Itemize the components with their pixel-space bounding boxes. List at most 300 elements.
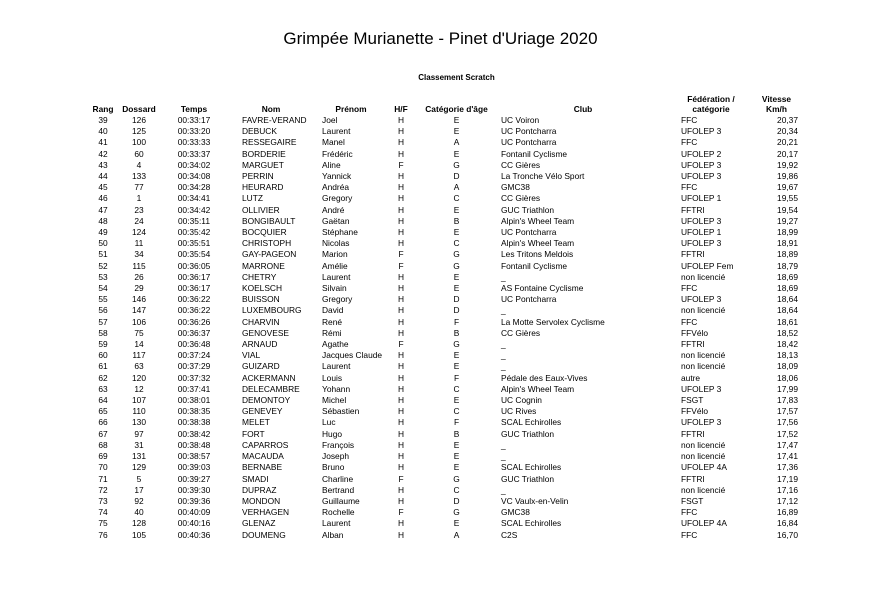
cell-prenom: Bruno bbox=[322, 462, 345, 473]
cell-dossard: 117 bbox=[132, 350, 146, 361]
cell-club: C2S bbox=[501, 529, 518, 540]
cell-rang: 48 bbox=[98, 215, 108, 226]
cell-temps: 00:36:26 bbox=[177, 316, 211, 327]
cell-club: UC Pontcharra bbox=[501, 137, 557, 148]
table-row bbox=[88, 261, 798, 272]
cell-categorie: G bbox=[453, 339, 460, 350]
cell-hf: H bbox=[397, 271, 405, 282]
cell-nom: FORT bbox=[242, 428, 265, 439]
cell-vitesse: 18,13 bbox=[777, 350, 798, 361]
table-row bbox=[88, 474, 798, 485]
cell-temps: 00:33:17 bbox=[177, 115, 211, 125]
cell-rang: 47 bbox=[98, 204, 108, 215]
cell-federation: FFC bbox=[681, 283, 698, 294]
cell-vitesse: 18,52 bbox=[777, 327, 798, 338]
cell-rang: 59 bbox=[98, 339, 108, 350]
cell-temps: 00:38:57 bbox=[177, 451, 211, 462]
table-row bbox=[88, 339, 798, 350]
cell-prenom: Yannick bbox=[322, 171, 352, 182]
cell-vitesse: 18,69 bbox=[777, 283, 798, 294]
cell-vitesse: 17,52 bbox=[777, 428, 798, 439]
cell-hf: H bbox=[397, 227, 405, 238]
cell-dossard: 110 bbox=[132, 406, 146, 417]
cell-prenom: David bbox=[322, 305, 344, 316]
cell-club: SCAL Echirolles bbox=[501, 462, 562, 473]
cell-club: La Tronche Vélo Sport bbox=[501, 171, 585, 182]
cell-temps: 00:37:24 bbox=[177, 350, 211, 361]
cell-nom: BUISSON bbox=[242, 294, 280, 305]
cell-dossard: 107 bbox=[132, 395, 146, 406]
cell-categorie: E bbox=[453, 518, 460, 529]
cell-dossard: 14 bbox=[134, 339, 144, 350]
cell-prenom: Gregory bbox=[322, 294, 353, 305]
cell-federation: UFOLEP 3 bbox=[681, 171, 722, 182]
cell-vitesse: 20,17 bbox=[777, 148, 798, 159]
cell-temps: 00:38:35 bbox=[177, 406, 211, 417]
cell-nom: CHETRY bbox=[242, 271, 277, 282]
cell-club: CC Gières bbox=[501, 193, 541, 204]
cell-temps: 00:40:36 bbox=[177, 529, 211, 540]
table-row bbox=[88, 272, 798, 283]
cell-club: UC Rives bbox=[501, 406, 537, 417]
table-row bbox=[88, 406, 798, 417]
cell-federation: UFOLEP 3 bbox=[681, 417, 722, 428]
cell-categorie: A bbox=[453, 529, 460, 540]
cell-vitesse: 19,92 bbox=[777, 159, 798, 170]
cell-prenom: Joseph bbox=[322, 451, 350, 462]
table-row bbox=[88, 507, 798, 518]
header-prenom: Prénom bbox=[335, 104, 367, 114]
table-row bbox=[88, 451, 798, 462]
cell-federation: non licencié bbox=[681, 439, 726, 450]
cell-temps: 00:34:41 bbox=[177, 193, 211, 204]
cell-temps: 00:33:20 bbox=[177, 126, 211, 137]
cell-nom: LUTZ bbox=[242, 193, 263, 204]
cell-dossard: 97 bbox=[134, 428, 144, 439]
cell-nom: LUXEMBOURG bbox=[242, 305, 302, 316]
table-row bbox=[88, 530, 798, 541]
cell-categorie: C bbox=[453, 484, 460, 495]
cell-rang: 61 bbox=[98, 361, 108, 372]
cell-rang: 72 bbox=[98, 484, 108, 495]
cell-dossard: 24 bbox=[134, 215, 144, 226]
cell-vitesse: 19,67 bbox=[777, 182, 798, 193]
cell-temps: 00:40:09 bbox=[177, 507, 211, 518]
cell-federation: FFTRI bbox=[681, 339, 705, 350]
cell-club: _ bbox=[501, 350, 506, 361]
cell-categorie: C bbox=[453, 406, 460, 417]
cell-dossard: 31 bbox=[134, 439, 144, 450]
cell-categorie: F bbox=[453, 417, 460, 428]
cell-hf: H bbox=[397, 238, 405, 249]
header-temps: Temps bbox=[180, 104, 208, 114]
table-row bbox=[88, 518, 798, 529]
cell-dossard: 77 bbox=[134, 182, 144, 193]
cell-club: GUC Triathlon bbox=[501, 473, 555, 484]
cell-temps: 00:35:42 bbox=[177, 227, 211, 238]
cell-club: Alpin's Wheel Team bbox=[501, 383, 575, 394]
cell-federation: UFOLEP 1 bbox=[681, 193, 722, 204]
cell-prenom: Andréa bbox=[322, 182, 350, 193]
cell-federation: FSGT bbox=[681, 395, 704, 406]
cell-nom: MARGUET bbox=[242, 159, 284, 170]
cell-federation: non licencié bbox=[681, 271, 726, 282]
cell-temps: 00:39:03 bbox=[177, 462, 211, 473]
cell-hf: H bbox=[397, 451, 405, 462]
cell-rang: 75 bbox=[98, 518, 108, 529]
cell-dossard: 147 bbox=[132, 305, 146, 316]
cell-dossard: 17 bbox=[134, 484, 144, 495]
cell-prenom: Luc bbox=[322, 417, 336, 428]
table-row bbox=[88, 115, 798, 126]
cell-hf: F bbox=[398, 260, 404, 271]
cell-federation: UFOLEP 4A bbox=[681, 462, 727, 473]
cell-dossard: 92 bbox=[134, 495, 144, 506]
table-row bbox=[88, 149, 798, 160]
cell-dossard: 60 bbox=[134, 148, 144, 159]
cell-prenom: Yohann bbox=[322, 383, 351, 394]
cell-temps: 00:33:33 bbox=[177, 137, 211, 148]
cell-federation: FFC bbox=[681, 115, 698, 125]
cell-club: SCAL Echirolles bbox=[501, 417, 562, 428]
cell-club: GMC38 bbox=[501, 182, 530, 193]
cell-dossard: 1 bbox=[136, 193, 142, 204]
cell-rang: 39 bbox=[98, 115, 108, 125]
cell-federation: UFOLEP Fem bbox=[681, 260, 734, 271]
header-rang: Rang bbox=[92, 104, 114, 114]
cell-hf: F bbox=[398, 339, 404, 350]
cell-vitesse: 20,37 bbox=[777, 115, 798, 125]
cell-vitesse: 16,70 bbox=[777, 529, 798, 540]
cell-vitesse: 17,47 bbox=[777, 439, 798, 450]
cell-vitesse: 17,83 bbox=[777, 395, 798, 406]
cell-prenom: Rémi bbox=[322, 327, 342, 338]
cell-federation: UFOLEP 4A bbox=[681, 518, 727, 529]
cell-categorie: D bbox=[453, 294, 460, 305]
cell-hf: H bbox=[397, 417, 405, 428]
cell-prenom: Joel bbox=[322, 115, 338, 125]
cell-prenom: Laurent bbox=[322, 271, 351, 282]
cell-hf: H bbox=[397, 462, 405, 473]
table-row bbox=[88, 395, 798, 406]
cell-temps: 00:37:29 bbox=[177, 361, 211, 372]
cell-nom: ACKERMANN bbox=[242, 372, 296, 383]
cell-nom: MARRONE bbox=[242, 260, 285, 271]
table-row bbox=[88, 361, 798, 372]
table-row bbox=[88, 350, 798, 361]
table-body bbox=[88, 115, 798, 541]
cell-temps: 00:34:42 bbox=[177, 204, 211, 215]
cell-rang: 70 bbox=[98, 462, 108, 473]
cell-dossard: 26 bbox=[134, 271, 144, 282]
cell-dossard: 126 bbox=[132, 115, 146, 125]
table-row bbox=[88, 440, 798, 451]
cell-federation: UFOLEP 3 bbox=[681, 159, 722, 170]
cell-vitesse: 17,16 bbox=[777, 484, 798, 495]
cell-categorie: G bbox=[453, 507, 460, 518]
cell-hf: F bbox=[398, 159, 404, 170]
header-club: Club bbox=[573, 104, 593, 114]
cell-rang: 53 bbox=[98, 271, 108, 282]
cell-federation: FFTRI bbox=[681, 428, 705, 439]
cell-vitesse: 19,54 bbox=[777, 204, 798, 215]
cell-federation: FFVélo bbox=[681, 406, 708, 417]
cell-nom: MONDON bbox=[242, 495, 281, 506]
cell-club: UC Pontcharra bbox=[501, 227, 557, 238]
cell-categorie: B bbox=[453, 428, 460, 439]
cell-federation: non licencié bbox=[681, 361, 726, 372]
cell-club: VC Vaulx-en-Velin bbox=[501, 495, 569, 506]
cell-nom: DELECAMBRE bbox=[242, 383, 300, 394]
table-row bbox=[88, 238, 798, 249]
table-row bbox=[88, 249, 798, 260]
cell-club: UC Pontcharra bbox=[501, 294, 557, 305]
cell-temps: 00:37:41 bbox=[177, 383, 211, 394]
cell-temps: 00:39:36 bbox=[177, 495, 211, 506]
cell-hf: H bbox=[397, 327, 405, 338]
cell-rang: 51 bbox=[98, 249, 108, 260]
cell-temps: 00:38:38 bbox=[177, 417, 211, 428]
cell-rang: 67 bbox=[98, 428, 108, 439]
cell-nom: CAPARROS bbox=[242, 439, 289, 450]
cell-temps: 00:36:05 bbox=[177, 260, 211, 271]
cell-hf: F bbox=[398, 507, 404, 518]
cell-club: Alpin's Wheel Team bbox=[501, 238, 575, 249]
cell-nom: MELET bbox=[242, 417, 270, 428]
cell-dossard: 105 bbox=[132, 529, 146, 540]
cell-club: GUC Triathlon bbox=[501, 428, 555, 439]
cell-prenom: Alban bbox=[322, 529, 344, 540]
cell-categorie: E bbox=[453, 148, 460, 159]
table-header-row bbox=[88, 92, 798, 115]
cell-temps: 00:35:11 bbox=[178, 215, 210, 226]
cell-categorie: E bbox=[453, 227, 460, 238]
cell-dossard: 100 bbox=[132, 137, 146, 148]
cell-rang: 46 bbox=[98, 193, 108, 204]
cell-vitesse: 18,91 bbox=[777, 238, 798, 249]
cell-vitesse: 17,99 bbox=[777, 383, 798, 394]
cell-vitesse: 18,89 bbox=[777, 249, 798, 260]
cell-vitesse: 18,99 bbox=[777, 227, 798, 238]
cell-federation: non licencié bbox=[681, 350, 726, 361]
cell-temps: 00:34:02 bbox=[177, 159, 211, 170]
cell-categorie: E bbox=[453, 115, 460, 125]
cell-nom: GENOVESE bbox=[242, 327, 290, 338]
cell-nom: DUPRAZ bbox=[242, 484, 277, 495]
table-row bbox=[88, 384, 798, 395]
cell-nom: GUIZARD bbox=[242, 361, 280, 372]
cell-categorie: C bbox=[453, 383, 460, 394]
table-row bbox=[88, 171, 798, 182]
cell-club: La Motte Servolex Cyclisme bbox=[501, 316, 605, 327]
cell-vitesse: 19,86 bbox=[777, 171, 798, 182]
header-vitesse-line1: Vitesse bbox=[761, 94, 792, 104]
table-row bbox=[88, 462, 798, 473]
cell-temps: 00:39:30 bbox=[177, 484, 211, 495]
page-subtitle: Classement Scratch bbox=[418, 73, 495, 82]
header-vitesse bbox=[755, 92, 798, 115]
cell-categorie: D bbox=[453, 305, 460, 316]
cell-prenom: François bbox=[322, 439, 355, 450]
cell-prenom: Aline bbox=[322, 159, 341, 170]
cell-prenom: Bertrand bbox=[322, 484, 355, 495]
cell-categorie: G bbox=[453, 473, 460, 484]
cell-temps: 00:38:42 bbox=[177, 428, 211, 439]
cell-vitesse: 16,84 bbox=[777, 518, 798, 529]
cell-hf: H bbox=[397, 361, 405, 372]
cell-vitesse: 17,57 bbox=[777, 406, 798, 417]
cell-dossard: 40 bbox=[134, 507, 144, 518]
cell-categorie: C bbox=[453, 193, 460, 204]
cell-categorie: E bbox=[453, 361, 460, 372]
cell-federation: FFC bbox=[681, 137, 698, 148]
cell-club: UC Cognin bbox=[501, 395, 542, 406]
cell-prenom: Stéphane bbox=[322, 227, 358, 238]
cell-temps: 00:36:37 bbox=[177, 327, 211, 338]
cell-nom: SMADI bbox=[242, 473, 269, 484]
cell-club: CC Gières bbox=[501, 159, 541, 170]
cell-hf: H bbox=[397, 395, 405, 406]
cell-prenom: Agathe bbox=[322, 339, 349, 350]
cell-hf: H bbox=[397, 350, 405, 361]
cell-federation: non licencié bbox=[681, 451, 726, 462]
cell-federation: UFOLEP 2 bbox=[681, 148, 722, 159]
table-row bbox=[88, 193, 798, 204]
cell-club: Alpin's Wheel Team bbox=[501, 215, 575, 226]
cell-prenom: Rochelle bbox=[322, 507, 355, 518]
cell-categorie: G bbox=[453, 159, 460, 170]
cell-nom: BERNABE bbox=[242, 462, 283, 473]
cell-federation: UFOLEP 3 bbox=[681, 383, 722, 394]
cell-nom: BORDERIE bbox=[242, 148, 286, 159]
cell-categorie: F bbox=[453, 372, 460, 383]
header-federation-line2: catégorie bbox=[692, 104, 730, 114]
cell-categorie: G bbox=[453, 249, 460, 260]
cell-federation: UFOLEP 3 bbox=[681, 126, 722, 137]
cell-hf: F bbox=[398, 249, 404, 260]
header-vitesse-line2: Km/h bbox=[766, 104, 787, 114]
cell-prenom: Gaëtan bbox=[322, 215, 350, 226]
cell-categorie: F bbox=[453, 316, 460, 327]
cell-categorie: E bbox=[453, 271, 460, 282]
cell-dossard: 131 bbox=[132, 451, 146, 462]
cell-club: UC Voiron bbox=[501, 115, 540, 125]
cell-temps: 00:40:16 bbox=[177, 518, 211, 529]
cell-temps: 00:35:51 bbox=[177, 238, 211, 249]
cell-federation: autre bbox=[681, 372, 701, 383]
cell-nom: DEBUCK bbox=[242, 126, 277, 137]
cell-nom: DOUMENG bbox=[242, 529, 286, 540]
cell-hf: H bbox=[397, 171, 405, 182]
table-row bbox=[88, 373, 798, 384]
cell-rang: 57 bbox=[98, 316, 108, 327]
cell-federation: FFTRI bbox=[681, 249, 705, 260]
cell-temps: 00:37:32 bbox=[177, 372, 211, 383]
cell-hf: H bbox=[397, 518, 405, 529]
cell-prenom: Amélie bbox=[322, 260, 348, 271]
table-row bbox=[88, 160, 798, 171]
cell-club: AS Fontaine Cyclisme bbox=[501, 283, 584, 294]
table-row bbox=[88, 182, 798, 193]
cell-prenom: Michel bbox=[322, 395, 347, 406]
cell-dossard: 106 bbox=[132, 316, 146, 327]
cell-dossard: 129 bbox=[132, 462, 146, 473]
cell-rang: 66 bbox=[98, 417, 108, 428]
cell-nom: HEURARD bbox=[242, 182, 284, 193]
cell-club: SCAL Echirolles bbox=[501, 518, 562, 529]
header-federation bbox=[667, 92, 755, 115]
cell-federation: FSGT bbox=[681, 495, 704, 506]
header-federation-line1: Fédération / bbox=[687, 94, 735, 104]
cell-nom: VERHAGEN bbox=[242, 507, 290, 518]
cell-nom: FAVRE-VERAND bbox=[242, 115, 307, 125]
cell-prenom: Silvain bbox=[322, 283, 347, 294]
cell-hf: H bbox=[397, 316, 405, 327]
cell-federation: FFC bbox=[681, 182, 698, 193]
cell-rang: 69 bbox=[98, 451, 108, 462]
cell-nom: GAY-PAGEON bbox=[242, 249, 297, 260]
cell-dossard: 125 bbox=[132, 126, 146, 137]
page-title: Grimpée Murianette - Pinet d'Uriage 2020 bbox=[283, 29, 598, 48]
cell-dossard: 29 bbox=[134, 283, 144, 294]
cell-federation: FFTRI bbox=[681, 473, 705, 484]
cell-federation: FFTRI bbox=[681, 204, 705, 215]
cell-club: _ bbox=[501, 305, 506, 316]
cell-categorie: E bbox=[453, 439, 460, 450]
cell-rang: 56 bbox=[98, 305, 108, 316]
cell-rang: 63 bbox=[98, 383, 108, 394]
cell-dossard: 146 bbox=[132, 294, 146, 305]
cell-hf: H bbox=[397, 372, 405, 383]
cell-federation: UFOLEP 3 bbox=[681, 294, 722, 305]
cell-temps: 00:33:37 bbox=[177, 148, 211, 159]
cell-nom: MACAUDA bbox=[242, 451, 284, 462]
cell-federation: FFC bbox=[681, 316, 698, 327]
cell-club: _ bbox=[501, 439, 506, 450]
cell-categorie: E bbox=[453, 283, 460, 294]
cell-prenom: Guillaume bbox=[322, 495, 360, 506]
cell-rang: 60 bbox=[98, 350, 108, 361]
cell-categorie: C bbox=[453, 238, 460, 249]
cell-rang: 68 bbox=[98, 439, 108, 450]
cell-nom: CHARVIN bbox=[242, 316, 280, 327]
cell-dossard: 23 bbox=[134, 204, 144, 215]
cell-dossard: 130 bbox=[132, 417, 146, 428]
cell-federation: non licencié bbox=[681, 305, 726, 316]
cell-temps: 00:36:17 bbox=[177, 271, 211, 282]
cell-prenom: Manel bbox=[322, 137, 345, 148]
cell-nom: GLENAZ bbox=[242, 518, 276, 529]
cell-rang: 44 bbox=[98, 171, 108, 182]
table-row bbox=[88, 205, 798, 216]
cell-club: _ bbox=[501, 484, 506, 495]
cell-hf: H bbox=[397, 495, 405, 506]
cell-dossard: 128 bbox=[132, 518, 146, 529]
table-row bbox=[88, 216, 798, 227]
cell-vitesse: 17,56 bbox=[777, 417, 798, 428]
cell-rang: 52 bbox=[98, 260, 108, 271]
cell-rang: 58 bbox=[98, 327, 108, 338]
cell-rang: 73 bbox=[98, 495, 108, 506]
cell-federation: FFC bbox=[681, 529, 698, 540]
cell-temps: 00:38:48 bbox=[177, 439, 211, 450]
cell-federation: UFOLEP 1 bbox=[681, 227, 722, 238]
header-dossard: Dossard bbox=[122, 104, 156, 114]
table-row bbox=[88, 429, 798, 440]
cell-prenom: Louis bbox=[322, 372, 343, 383]
cell-rang: 42 bbox=[98, 148, 108, 159]
cell-federation: FFVélo bbox=[681, 327, 708, 338]
